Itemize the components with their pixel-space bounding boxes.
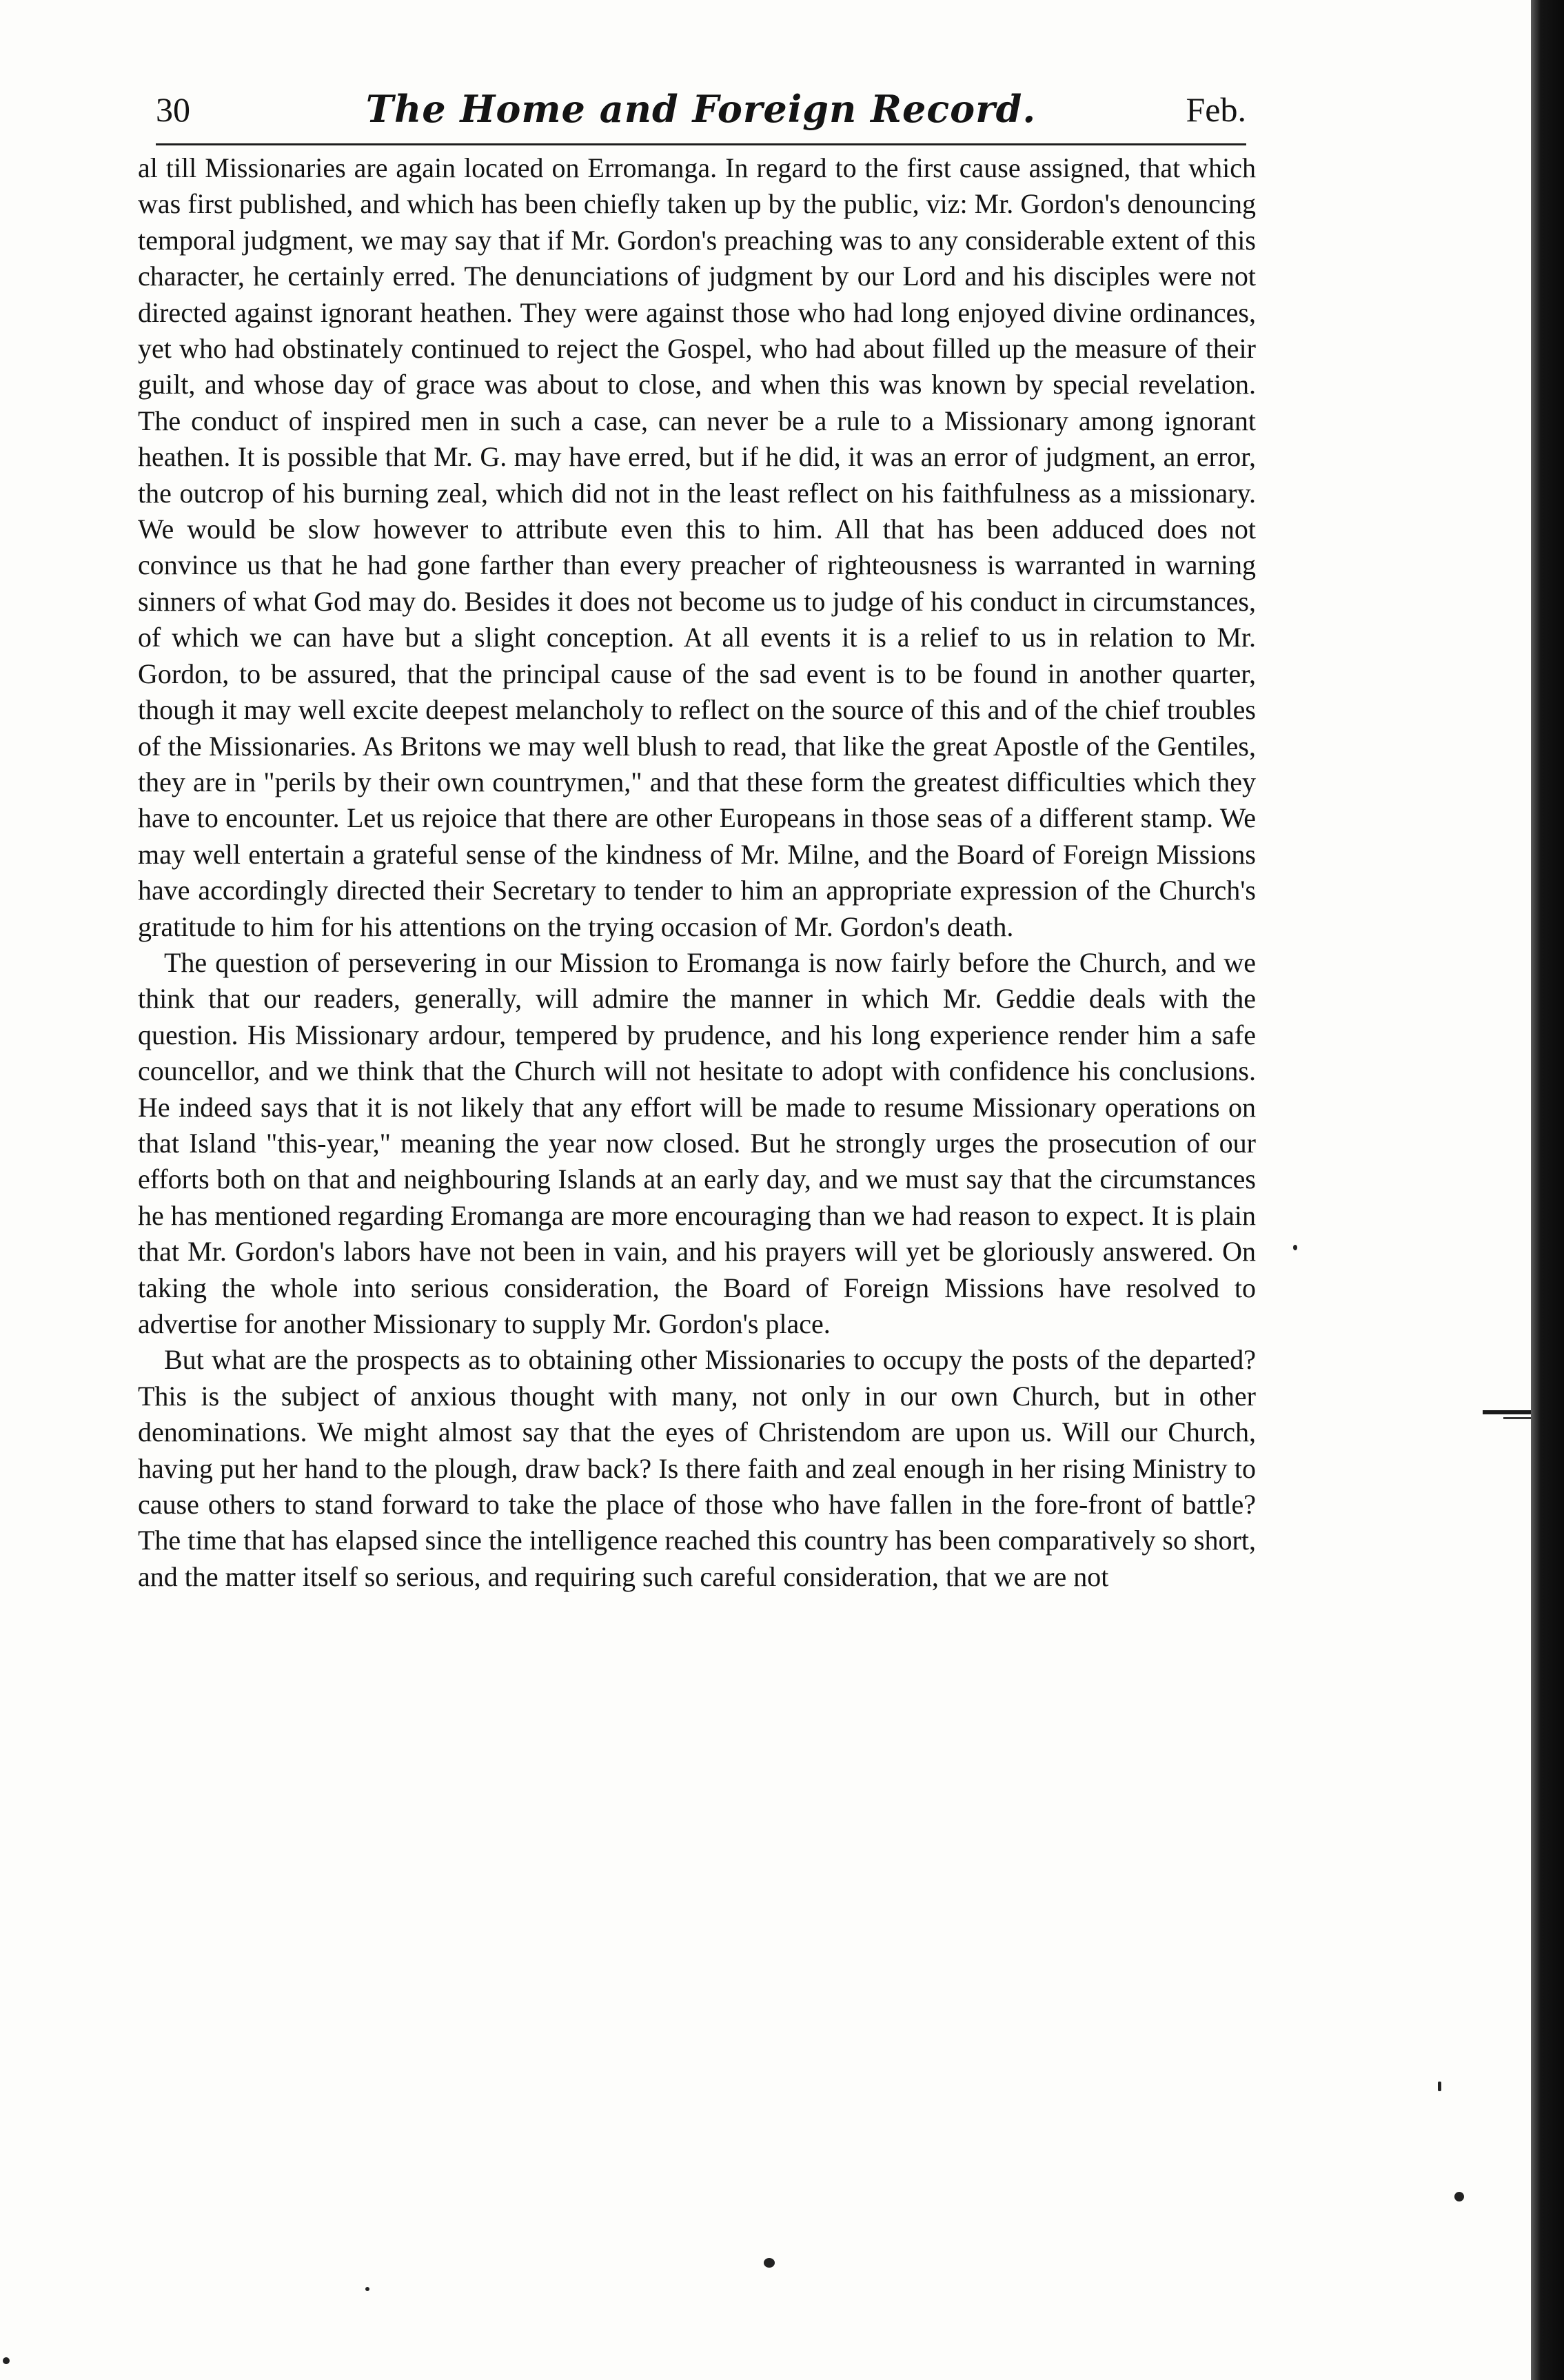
- running-head: [156, 87, 1246, 138]
- ink-speck: [1293, 1245, 1297, 1250]
- paragraph-1: al till Missionaries are again located on Erromanga. In regard to the first cause assigned, that which was first published, and which has been chiefly taken up by the public, viz: Mr. Gordon's denouncing temporal judgment, we may say that if Mr. Gordon's preaching was to any considerable extent of this character, he certainly erred. The denunciations of judgment by our Lord and his disciples were not directed against ignorant heathen. They were against those who had long enjoyed divine ordinances, yet who had obstinately continued to reject the Gospel, who had about filled up the measure of their guilt, and whose day of grace was about to close, and when this was known by special revelation. The conduct of inspired men in such a case, can never be a rule to a Missionary among ignorant heathen. It is possible that Mr. G. may have erred, but if he did, it was an error of judgment, an error, the outcrop of his burning zeal, which did not in the least reflect on his faithfulness as a missionary. We would be slow however to attribute even this to him. All that has been adduced does not convince us that he had gone farther than every preacher of righteousness is warranted in warning sinners of what God may do. Besides it does not become us to judge of his conduct in circumstances, of which we can have but a slight conception. At all events it is a relief to us in relation to Mr. Gordon, to be assured, that the principal cause of the sad event is to be found in another quarter, though it may well excite deepest melancholy to reflect on the source of this and of the chief troubles of the Missionaries. As Britons we may well blush to read, that like the great Apostle of the Gentiles, they are in "perils by their own countrymen," and that these form the greatest difficulties which they have to encounter. Let us rejoice that there are other Europeans in those seas of a different stamp. We may well entertain a grateful sense of the kindness of Mr. Milne, and the Board of Foreign Missions have accordingly directed their Secretary to tender to him an appropriate expression of the Church's gratitude to him for his attentions on the trying occasion of Mr. Gordon's death.: [138, 152, 1256, 942]
- ink-speck: [764, 2258, 775, 2268]
- binding-edge: [1531, 0, 1564, 2380]
- binding-mark-small: [1503, 1417, 1531, 1419]
- ink-speck: [3, 2357, 10, 2364]
- page-number: 30: [156, 90, 190, 129]
- ink-speck: [1454, 2192, 1464, 2201]
- ink-speck: [365, 2287, 369, 2291]
- header-rule: [156, 143, 1246, 145]
- paragraph-2: The question of persevering in our Mission to Eromanga is now fairly before the Church, and we think that our readers, generally, will admire the manner in which Mr. Geddie deals with the question. His Missionary ardour, tempered by prudence, and his long experience render him a safe councellor, and we think that the Church will not hesitate to adopt with confidence his conclusions. He indeed says that it is not likely that any effort will be made to resume Missionary operations on that Island "this-year," meaning the year now closed. But he strongly urges the prosecution of our efforts both on that and neighbouring Islands at an early day, and we must say that the circumstances he has mentioned regarding Eromanga are more encouraging than we had reason to expect. It is plain that Mr. Gordon's labors have not been in vain, and his prayers will yet be gloriously answered. On taking the whole into serious consideration, the Board of Foreign Missions have resolved to advertise for another Missionary to supply Mr. Gordon's place.: [138, 946, 1256, 1339]
- issue-month: Feb.: [1186, 90, 1246, 129]
- article-body: [138, 150, 1256, 1595]
- binding-mark: [1483, 1410, 1531, 1414]
- journal-title: The Home and Foreign Record.: [365, 87, 1037, 131]
- paragraph-3: But what are the prospects as to obtaining other Missionaries to occupy the posts of the departed? This is the subject of anxious thought with many, not only in our own Church, but in other denominations. We might almost say that the eyes of Christendom are upon us. Will our Church, having put her hand to the plough, draw back? Is there faith and zeal enough in her rising Ministry to cause others to stand forward to take the place of those who have fallen in the fore-front of battle? The time that has elapsed since the intelligence reached this country has been comparatively so short, and the matter itself so serious, and requiring such careful consideration, that we are not: [138, 1344, 1256, 1592]
- ink-speck: [1438, 2082, 1441, 2091]
